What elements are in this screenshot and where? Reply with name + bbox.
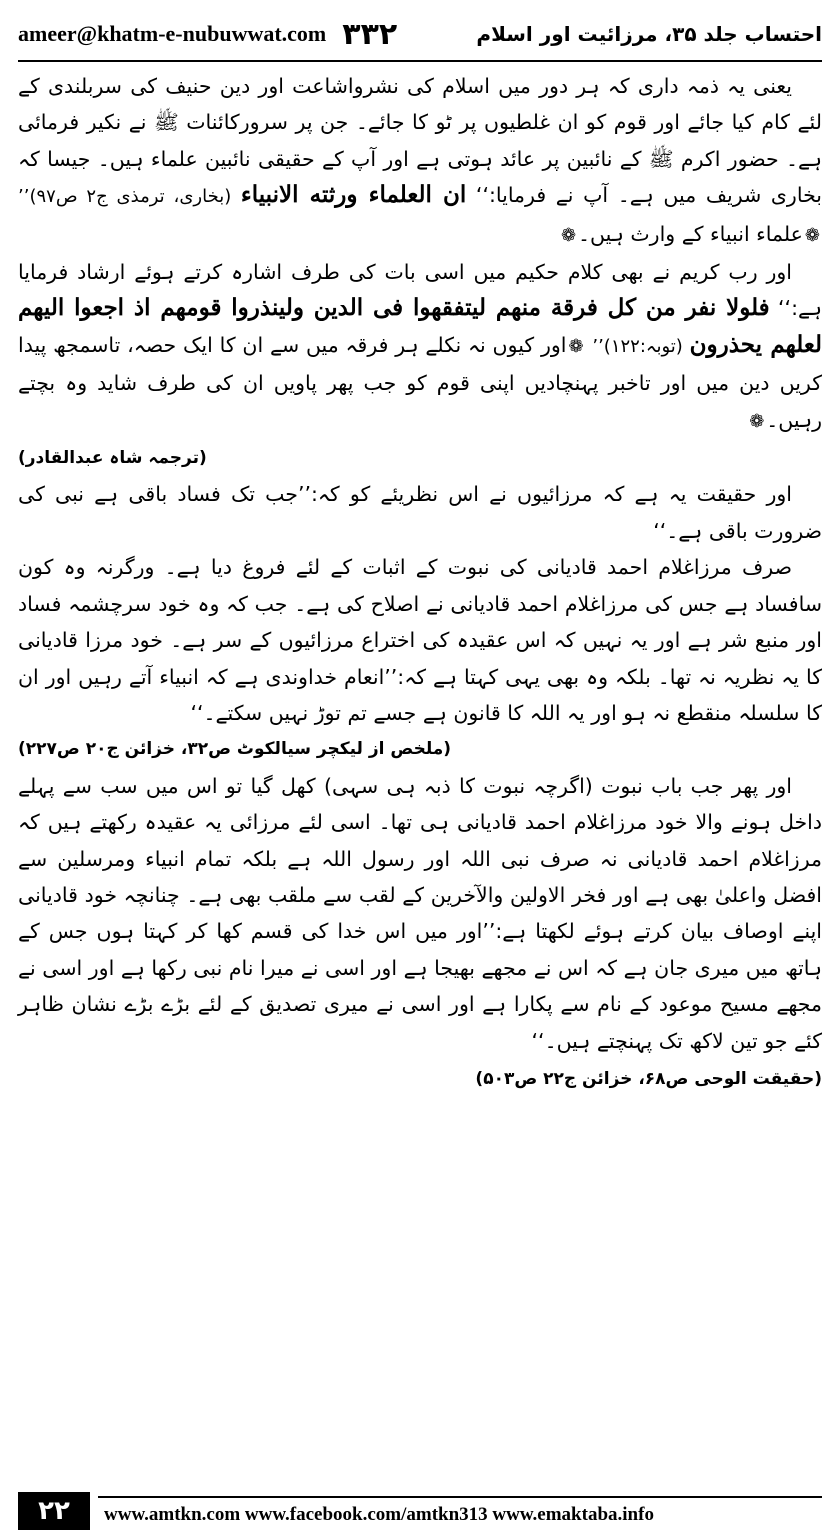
floral-ornament-icon: ❁ <box>804 224 820 246</box>
hadith-translation: علماء انبیاء کے وارث ہیں۔ <box>578 221 803 246</box>
sialkot-ref-row <box>18 731 822 767</box>
footer-urls: www.amtkn.com www.facebook.com/amtkn313 www.emaktaba.info <box>104 1504 654 1525</box>
page-header <box>18 12 822 56</box>
paragraph-1 <box>18 68 822 254</box>
page-number: ۳۳۲ <box>342 16 398 52</box>
page-body <box>18 68 822 1097</box>
final-ref: (حقیقت الوحی ص۶۸، خزائن ج۲۲ ص۵۰۳) <box>475 1068 822 1089</box>
floral-ornament-icon: ❁ <box>568 335 584 357</box>
running-title: احتساب جلد ۳۵، مرزائیت اور اسلام <box>476 22 822 46</box>
paragraph-1-text: یعنی یہ ذمہ داری کہ ہر دور میں اسلام کی نشرواشاعت اور دین حنیف کی سربلندی کے لئے کام کیا جائے اور قوم کو ان غلطیوں پر ٹو کا جائے۔ جن پر سرورکائنات ﷺ نے نکیر فرمائی ہے۔ حضور اکرم ﷺ کے نائبین پر عائد ہوتی ہے اور آپ کے حقیقی نائبین علماء ہیں۔ جیسا کہ بخاری شریف میں ہے۔ آپ نے فرمایا:‘‘ <box>18 74 823 208</box>
floral-ornament-icon: ❁ <box>749 410 765 432</box>
quran-translation: اور کیوں نہ نکلے ہر فرقہ میں سے ان کا ایک حصہ، تاسمجھ پیدا کریں دین میں اور تاخبر پہنچادیں اپنی قوم کو جب پھر پاویں ان کی طرف شاید وہ بچتے رہیں۔ <box>18 332 822 432</box>
floral-ornament-icon: ❁ <box>560 224 577 246</box>
header-email: ameer@khatm-e-nubuwwat.com <box>18 21 327 46</box>
paragraph-2 <box>18 254 822 440</box>
header-rule <box>18 60 822 62</box>
paragraph-4: صرف مرزاغلام احمد قادیانی کی نبوت کے اثبات کے لئے فروغ دیا ہے۔ ورگرنہ وہ کون سافساد ہے جس کی مرزاغلام احمد قادیانی نے اصلاح کی ہے۔ جب کہ وہ خود سرچشمہ فساد اور منبع شر ہے اور یہ نہیں کہ اس عقیدہ کی اختراع مرزائیوں کے سر ہے۔ خود مرزا قادیانی کا یہ نظریہ نہ تھا۔ بلکہ وہ بھی یہی کہتا ہے کہ:’’انعام خداوندی ہے کہ انبیاء آتے رہیں اور ان کا سلسلہ منقطع نہ ہو اور یہ اللہ کا قانون ہے جسے تم توڑ نہیں سکتے۔‘‘ <box>18 555 822 725</box>
page-footer <box>18 1492 822 1530</box>
footer-rule <box>98 1496 822 1498</box>
paragraph-2-text: اور رب کریم نے بھی کلام حکیم میں اسی بات کی طرف اشارہ کرتے ہوئے ارشاد فرمایا ہے:‘‘ <box>18 260 822 321</box>
footer-number: ۲۲ <box>18 1492 90 1530</box>
paragraph-5: اور پھر جب باب نبوت (اگرچہ نبوت کا ذبہ ہی سہی) کھل گیا تو اس میں سب سے پہلے داخل ہونے والا خود مرزاغلام احمد قادیانی ہی تھا۔ اسی لئے مرزائی یہ عقیدہ رکھتے ہیں کہ مرزاغلام احمد قادیانی نہ صرف نبی اللہ اور رسول اللہ ہے بلکہ تمام انبیاء ومرسلین سے افضل واعلیٰ بھی ہے اور فخر الاولین والآخرین کے لقب سے ملقب بھی ہے۔ چنانچہ خود قادیانی اپنے اوصاف بیان کرتے ہوئے لکھتا ہے:’’اور میں اس خدا کی قسم کھا کر کہتا ہوں جس کے ہاتھ میں میری جان ہے کہ اس نے مجھے بھیجا ہے اور اسی نے میرا نام نبی رکھا ہے اور اسی نے مجھے مسیح موعود کے نام سے پکارا ہے اور اسی نے میری تصدیق کے لئے بڑے بڑے نشان ظاہر کئے جو تین لاکھ تک پہنچتے ہیں۔‘‘ <box>18 773 822 1053</box>
final-ref-row <box>18 1059 822 1097</box>
header-left <box>18 17 397 52</box>
paragraph-3: اور حقیقت یہ ہے کہ مرزائیوں نے اس نظریئے کو کہ:’’جب تک فساد باقی ہے نبی کی ضرورت باقی ہے۔‘‘ <box>18 482 822 543</box>
sialkot-ref: (ملخص از لیکچر سیالکوٹ ص۳۲، خزائن ج۲۰ ص۲۲۷) <box>18 739 452 760</box>
translator-note: (ترجمہ شاہ عبدالقادر) <box>18 448 207 469</box>
quran-ref: (توبہ:۱۲۲)’’ <box>592 335 683 357</box>
quran-arabic: فلولا نفر من کل فرقة منھم لیتفقھوا فی الدین ولینذروا قومھم اذ اجعوا الیھم لعلھم یحذرون <box>18 294 822 358</box>
hadith-ref: (بخاری، ترمذی ج۲ ص۹۷)’’ <box>18 186 232 208</box>
hadith-arabic: ان العلماء ورثته الانبیاء <box>240 181 467 209</box>
translator-row <box>18 440 822 476</box>
